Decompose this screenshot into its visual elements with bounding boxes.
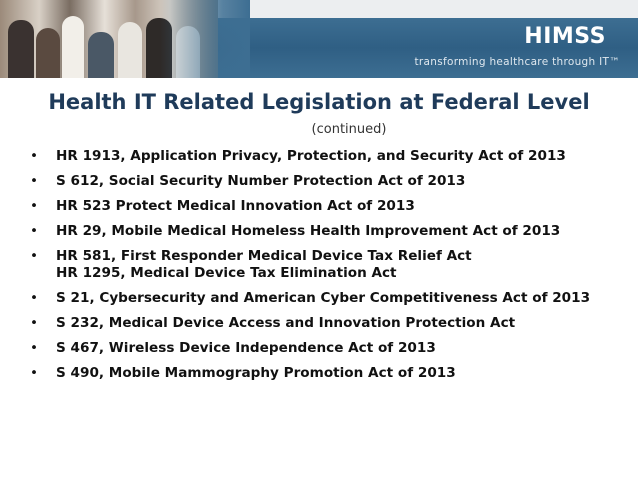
list-item <box>30 290 620 307</box>
bullet-icon: • <box>30 315 39 331</box>
bullet-icon: • <box>30 290 39 306</box>
list-item <box>30 148 620 165</box>
list-item <box>30 223 620 240</box>
list-item-text: S 232, Medical Device Access and Innovation Protection Act <box>56 315 516 331</box>
bullet-icon: • <box>30 198 39 214</box>
bullet-icon: • <box>30 248 39 264</box>
list-item-text: S 467, Wireless Device Independence Act of 2013 <box>56 340 436 356</box>
bullet-icon: • <box>30 148 39 164</box>
slide-title: Health IT Related Legislation at Federal Level <box>48 90 590 114</box>
list-item-text: S 490, Mobile Mammography Promotion Act of 2013 <box>56 365 456 381</box>
himss-tagline: transforming healthcare through IT™ <box>414 56 620 68</box>
slide-subtitle: (continued) <box>311 122 387 137</box>
list-item <box>30 340 620 357</box>
list-item-text: HR 29, Mobile Medical Homeless Health Improvement Act of 2013 <box>56 223 561 239</box>
list-item <box>30 365 620 382</box>
list-item <box>30 198 620 215</box>
bullet-icon: • <box>30 365 39 381</box>
list-item-text: HR 523 Protect Medical Innovation Act of 2013 <box>56 198 415 214</box>
list-item <box>30 315 620 332</box>
bullet-icon: • <box>30 340 39 356</box>
list-item-text: HR 1913, Application Privacy, Protection, and Security Act of 2013 <box>56 148 566 164</box>
list-item <box>30 248 620 282</box>
header-banner <box>0 0 638 78</box>
himss-logo: HIMSS <box>524 24 606 49</box>
list-item-text: HR 581, First Responder Medical Device Tax Relief Act <box>56 248 472 264</box>
list-item-text: S 21, Cybersecurity and American Cyber Competitiveness Act of 2013 <box>56 290 591 306</box>
bullet-icon: • <box>30 223 39 239</box>
bullet-icon: • <box>30 173 39 189</box>
list-item <box>30 173 620 190</box>
list-item-text: HR 1295, Medical Device Tax Elimination Act <box>56 265 397 281</box>
legislation-list <box>30 148 620 390</box>
list-item-text: S 612, Social Security Number Protection Act of 2013 <box>56 173 466 189</box>
